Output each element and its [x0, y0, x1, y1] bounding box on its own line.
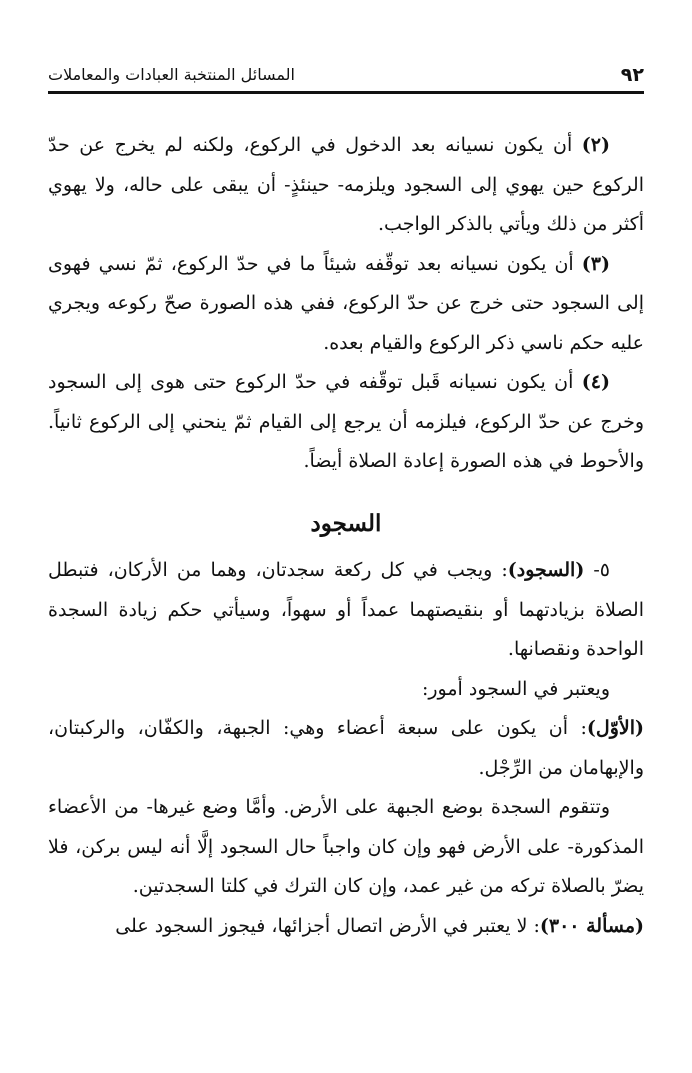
item-number: ٥- [584, 559, 610, 581]
case-number: (٣) [581, 252, 610, 275]
paragraph-issue-300 [48, 907, 644, 947]
paragraph-text: أن يكون نسيانه قَبل توقّفه في حدّ الركوع حتى هوى إلى السجود وخرج عن حدّ الركوع، فيلزمه أن يرجع إلى القيام ثمّ ينحني إلى الركوع ثانياً. والأحوط في هذه الصورة إعادة الصلاة أيضاً. [48, 371, 644, 472]
paragraph-forehead: وتتقوم السجدة بوضع الجبهة على الأرض. وأمَّا وضع غيرها- من الأعضاء المذكورة- على الأرض فهو وإن كان واجباً حال السجود إلَّا أنه ليس بركن، فلا يضرّ بالصلاة تركه من غير عمد، وإن كان الترك في كلتا السجدتين. [48, 796, 644, 897]
paragraph-text: أن يكون نسيانه بعد الدخول في الركوع، ولكنه لم يخرج عن حدّ الركوع حين يهوي إلى السجود ويلزمه- حينئذٍ- أن يبقى على حاله، ولا يهوي أكثر من ذلك ويأتي بالذكر الواجب. [48, 134, 644, 235]
page-body [48, 126, 644, 946]
case-number: (٢) [581, 134, 610, 156]
conditions-intro: ويعتبر في السجود أمور: [421, 677, 610, 700]
paragraph-case-3 [48, 245, 644, 364]
case-number: (٤) [581, 371, 610, 393]
paragraph-item-5 [48, 551, 644, 670]
paragraph-text: : ويجب في كل ركعة سجدتان، وهما من الأركان، فتبطل الصلاة بزيادتهما أو بنقيصتهما عمداً أو سهواً، وسيأتي حكم زيادة السجدة الواحدة ونقصانها. [48, 559, 644, 660]
item-title: (السجود) [507, 559, 585, 581]
issue-title: (مسألة ٣٠٠) [539, 914, 644, 937]
condition-title: (الأوّل) [586, 717, 644, 739]
paragraph-text: أن يكون نسيانه بعد توقّفه شيئاً ما في حدّ الركوع، ثمّ نسي فهوى إلى السجود حتى خرج عن حدّ الركوع، ففي هذه الصورة صحّ ركوعه ويجري عليه حكم ناسي ذكر الركوع والقيام بعده. [48, 252, 644, 354]
paragraph-text: : أن يكون على سبعة أعضاء وهي: الجبهة، والكفّان، والركبتان، والإبهامان من الرِّجْل. [48, 717, 644, 779]
page-number: ٩٢ [620, 63, 644, 86]
paragraph-case-4 [48, 363, 644, 482]
paragraph-text: : لا يعتبر في الأرض اتصال أجزائها، فيجوز السجود على [115, 914, 540, 937]
paragraph-case-2 [48, 126, 644, 245]
running-title: المسائل المنتخبة العبادات والمعاملات [48, 65, 295, 84]
paragraph-first-condition [48, 709, 644, 788]
page-header [48, 58, 644, 94]
section-heading: السجود [310, 509, 382, 537]
